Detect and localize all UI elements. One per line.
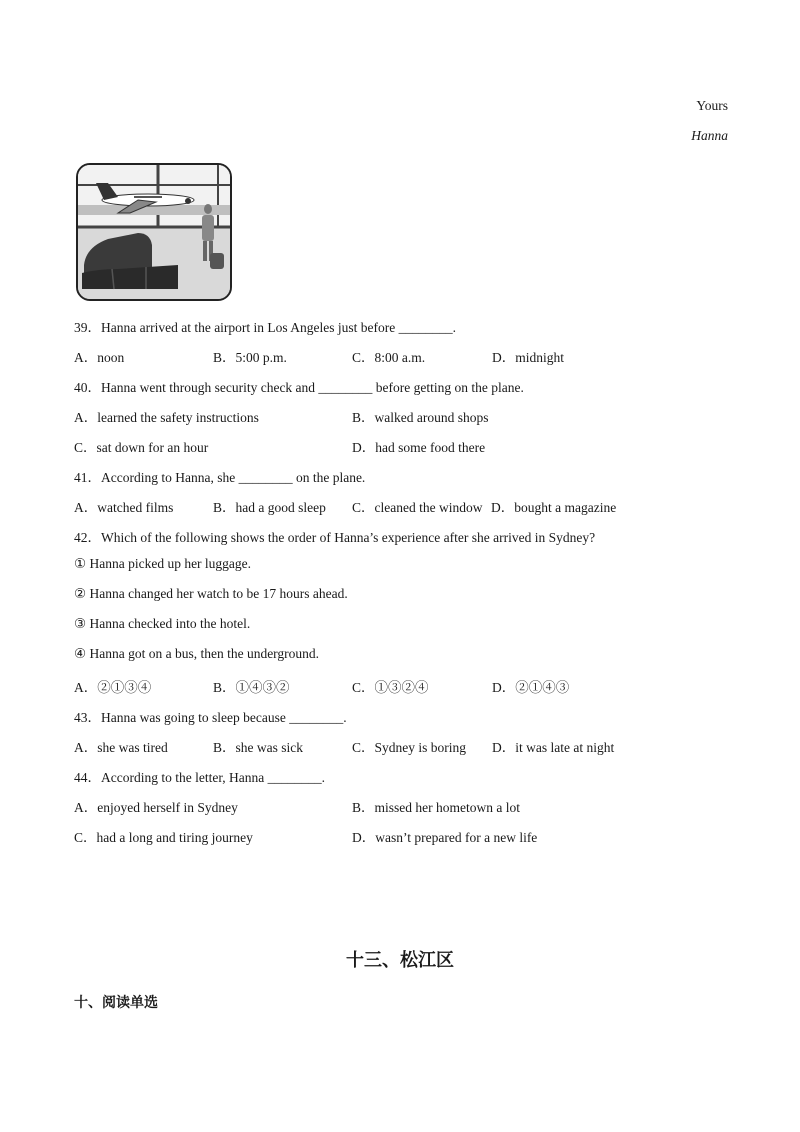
q44-option-d[interactable]: D．wasn’t prepared for a new life bbox=[352, 830, 538, 845]
letter-signature: Hanna bbox=[691, 128, 728, 143]
q41-option-d[interactable]: D．bought a magazine bbox=[491, 500, 617, 515]
question-43-stem: 43．Hanna was going to sleep because ________. bbox=[74, 710, 347, 725]
section-title: 十三、松江区 bbox=[346, 950, 454, 971]
q39-option-b[interactable]: B．5:00 p.m. bbox=[213, 350, 287, 365]
q40-option-c[interactable]: C．sat down for an hour bbox=[74, 440, 209, 455]
q44-option-c[interactable]: C．had a long and tiring journey bbox=[74, 830, 253, 845]
q42-event-1: ① Hanna picked up her luggage. bbox=[74, 556, 252, 571]
q42-event-4: ④ Hanna got on a bus, then the underground. bbox=[74, 646, 320, 661]
q42-event-2: ② Hanna changed her watch to be 17 hours ahead. bbox=[74, 586, 348, 601]
section-subtitle: 十、阅读单选 bbox=[74, 995, 158, 1011]
q43-option-b[interactable]: B．she was sick bbox=[213, 740, 303, 755]
question-40-stem: 40．Hanna went through security check and ________ before getting on the plane. bbox=[74, 380, 524, 395]
q44-option-a[interactable]: A．enjoyed herself in Sydney bbox=[74, 800, 238, 815]
q41-option-c[interactable]: C．cleaned the window bbox=[352, 500, 483, 515]
q39-option-a[interactable]: A．noon bbox=[74, 350, 125, 365]
q43-option-d[interactable]: D．it was late at night bbox=[492, 740, 615, 755]
question-41-stem: 41．According to Hanna, she ________ on the plane. bbox=[74, 470, 366, 485]
q42-event-3: ③ Hanna checked into the hotel. bbox=[74, 616, 251, 631]
q43-option-a[interactable]: A．she was tired bbox=[74, 740, 168, 755]
q42-option-b[interactable]: B．①④③② bbox=[213, 680, 290, 695]
letter-closing: Yours bbox=[696, 98, 728, 113]
q42-option-a[interactable]: A．②①③④ bbox=[74, 680, 152, 695]
question-44-stem: 44．According to the letter, Hanna ________. bbox=[74, 770, 326, 785]
q39-option-d[interactable]: D．midnight bbox=[492, 350, 565, 365]
q42-option-c[interactable]: C．①③②④ bbox=[352, 680, 429, 695]
q41-option-b[interactable]: B．had a good sleep bbox=[213, 500, 326, 515]
question-39-stem: 39．Hanna arrived at the airport in Los Angeles just before ________. bbox=[74, 320, 457, 335]
q43-option-c[interactable]: C．Sydney is boring bbox=[352, 740, 467, 755]
question-42-stem: 42．Which of the following shows the order of Hanna’s experience after she arrived in Sydney? bbox=[74, 530, 596, 545]
q41-option-a[interactable]: A．watched films bbox=[74, 500, 174, 515]
q39-option-c[interactable]: C．8:00 a.m. bbox=[352, 350, 426, 365]
q44-option-b[interactable]: B．missed her hometown a lot bbox=[352, 800, 520, 815]
q40-option-a[interactable]: A．learned the safety instructions bbox=[74, 410, 259, 425]
q40-option-d[interactable]: D．had some food there bbox=[352, 440, 486, 455]
airport-lounge-illustration bbox=[76, 163, 232, 301]
q42-option-d[interactable]: D．②①④③ bbox=[492, 680, 570, 695]
q40-option-b[interactable]: B．walked around shops bbox=[352, 410, 489, 425]
